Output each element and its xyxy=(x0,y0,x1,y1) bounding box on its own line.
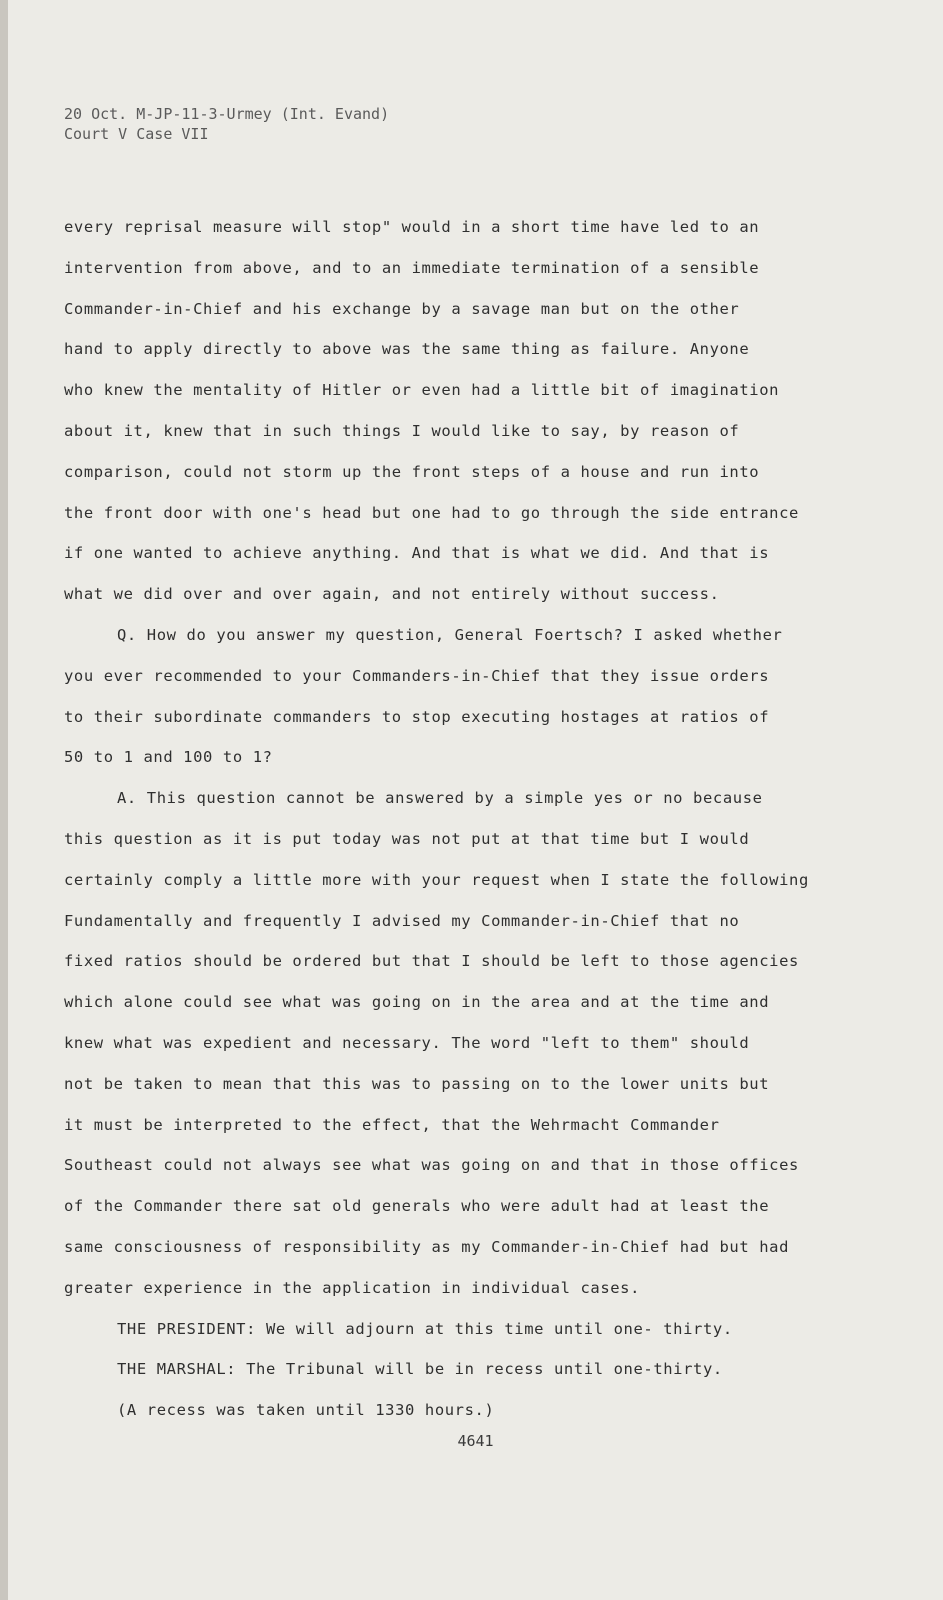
transcript-line: Southeast could not always see what was going on and that in those offices xyxy=(64,1156,799,1175)
transcript-line: THE PRESIDENT: We will adjourn at this time until one- thirty. xyxy=(117,1319,733,1338)
transcript-line: intervention from above, and to an immediate termination of a sensible xyxy=(64,258,760,277)
transcript-line: this question as it is put today was not put at that time but I would xyxy=(64,829,750,848)
page-number: 4641 xyxy=(457,1432,494,1450)
transcript-line: not be taken to mean that this was to passing on to the lower units but xyxy=(64,1074,770,1093)
transcript-line: Q. How do you answer my question, General Foertsch? I asked whether xyxy=(117,625,783,644)
transcript-line: THE MARSHAL: The Tribunal will be in recess until one-thirty. xyxy=(117,1360,723,1379)
transcript-line: to their subordinate commanders to stop executing hostages at ratios of xyxy=(64,707,770,726)
transcript-line: fixed ratios should be ordered but that I should be left to those agencies xyxy=(64,952,799,971)
transcript-body xyxy=(64,207,884,1431)
document-header xyxy=(64,104,389,144)
transcript-line: it must be interpreted to the effect, that the Wehrmacht Commander xyxy=(64,1115,720,1134)
transcript-line: greater experience in the application in individual cases. xyxy=(64,1278,641,1297)
header-session-line: 20 Oct. M-JP-11-3-Urmey (Int. Evand) xyxy=(64,105,390,123)
transcript-line: comparison, could not storm up the front steps of a house and run into xyxy=(64,462,760,481)
transcript-line: certainly comply a little more with your request when I state the following xyxy=(64,870,809,889)
transcript-line: about it, knew that in such things I would like to say, by reason of xyxy=(64,421,740,440)
header-court-line: Court V Case VII xyxy=(64,125,209,143)
transcript-line: of the Commander there sat old generals who were adult had at least the xyxy=(64,1197,770,1216)
transcript-line: same consciousness of responsibility as my Commander-in-Chief had but had xyxy=(64,1237,790,1256)
transcript-line: every reprisal measure will stop" would in a short time have led to an xyxy=(64,218,760,236)
transcript-line: what we did over and over again, and not entirely without success. xyxy=(64,585,720,604)
document-page xyxy=(8,0,943,1600)
transcript-line: A. This question cannot be answered by a simple yes or no because xyxy=(117,789,763,808)
transcript-line: 50 to 1 and 100 to 1? xyxy=(64,748,273,767)
transcript-line: which alone could see what was going on in the area and at the time and xyxy=(64,993,770,1012)
transcript-line: you ever recommended to your Commanders-in-Chief that they issue orders xyxy=(64,666,770,685)
transcript-line: who knew the mentality of Hitler or even had a little bit of imagination xyxy=(64,381,780,400)
transcript-line: (A recess was taken until 1330 hours.) xyxy=(117,1401,495,1420)
transcript-line: Fundamentally and frequently I advised my Commander-in-Chief that no xyxy=(64,911,740,930)
transcript-line: hand to apply directly to above was the same thing as failure. Anyone xyxy=(64,340,750,359)
transcript-line: the front door with one's head but one had to go through the side entrance xyxy=(64,503,799,522)
transcript-line: if one wanted to achieve anything. And that is what we did. And that is xyxy=(64,544,770,563)
transcript-line: knew what was expedient and necessary. The word "left to them" should xyxy=(64,1033,750,1052)
transcript-line: Commander-in-Chief and his exchange by a savage man but on the other xyxy=(64,299,740,318)
